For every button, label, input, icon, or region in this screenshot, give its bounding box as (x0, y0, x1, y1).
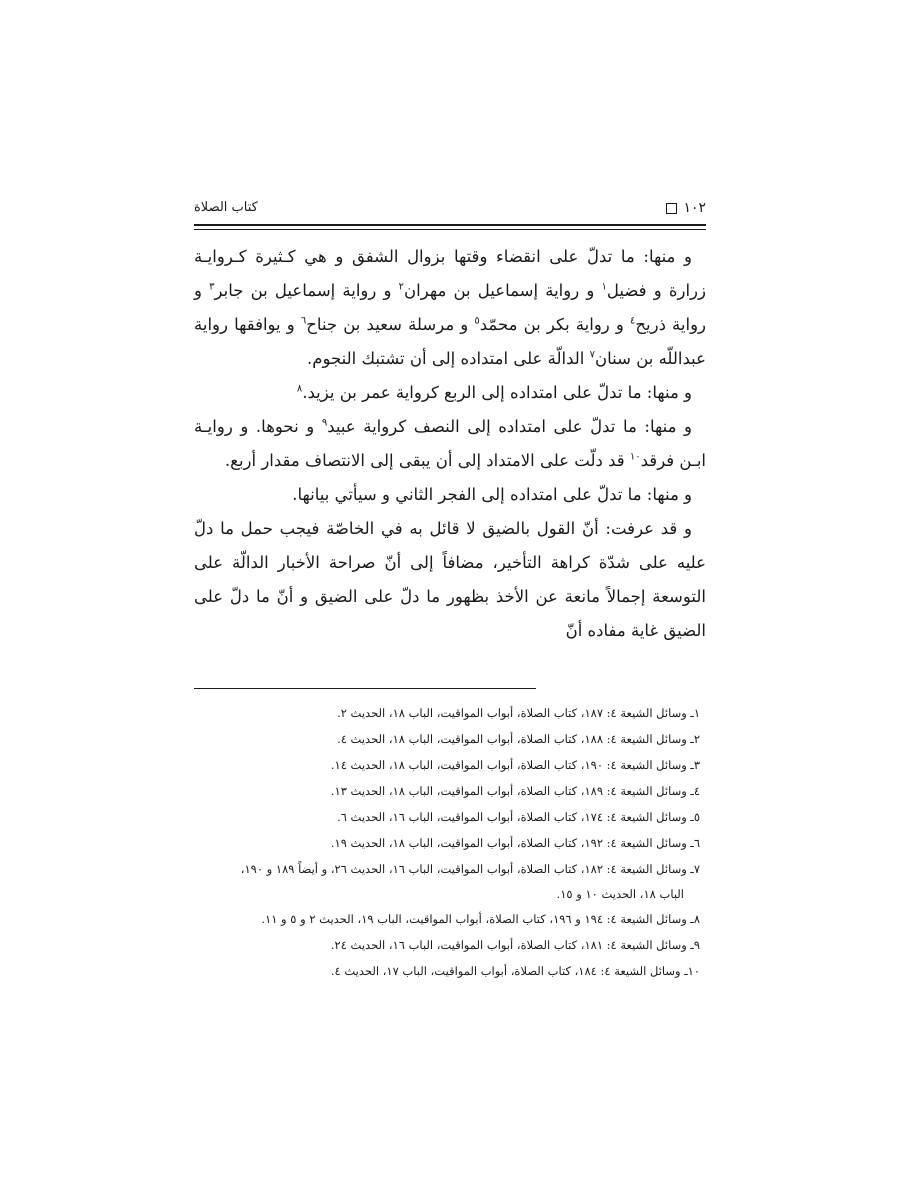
text-run: و يوافقها رواية عبداللّه بن سنان (194, 315, 706, 368)
footnote-item: ١ـ وسائل الشيعة ٤: ١٨٧، كتاب الصلاة، أبواب المواقيت، الباب ١٨، الحديث ٢. (337, 706, 700, 720)
page-number-block (666, 200, 706, 216)
footnote-ref[interactable]: ١ (601, 281, 607, 293)
footnote-item: ١٠ـ وسائل الشيعة ٤: ١٨٤، كتاب الصلاة، أبواب المواقيت، الباب ١٧، الحديث ٤. (330, 964, 700, 978)
text-run: و منها: ما تدلّ على امتداده إلى الربع كرواية عمر بن يزيد. (302, 383, 692, 402)
footnote-item: ٣ـ وسائل الشيعة ٤: ١٩٠، كتاب الصلاة، أبواب المواقيت، الباب ١٨، الحديث ١٤. (330, 758, 700, 772)
header-rule-thick (194, 224, 706, 226)
text-run: و رواية إسماعيل بن مهران (404, 281, 602, 300)
footnote-continuation: الباب ١٨، الحديث ١٠ و ١٥. (556, 887, 684, 901)
footnote-ref[interactable]: ٩ (321, 417, 328, 429)
text-run: و مرسلة سعيد بن جناح (306, 315, 475, 334)
footnote-separator (194, 688, 536, 689)
text-run: و منها: ما تدلّ على امتداده إلى النصف كرواية عبيد (327, 417, 692, 436)
footnote-item: ٥ـ وسائل الشيعة ٤: ١٧٤، كتاب الصلاة، أبواب المواقيت، الباب ١٦، الحديث ٦. (337, 810, 700, 824)
main-text (194, 240, 706, 648)
footnote-ref[interactable]: ٤ (629, 315, 636, 327)
text-run: الدالّة على امتداده إلى أن تشتبك النجوم. (307, 349, 590, 368)
running-title: كتاب الصلاة (194, 200, 258, 215)
footnote-ref[interactable]: ٢ (398, 281, 405, 293)
header-rule-thin (194, 229, 706, 230)
text-run: و رواية إسماعيل بن جابر (214, 281, 399, 300)
book-page (194, 190, 706, 1010)
page-header (194, 190, 706, 222)
text-run: قد دلّت على الامتداد إلى أن يبقى إلى الانتصاف مقدار أربع. (224, 451, 630, 470)
footnote-ref[interactable]: ٨ (296, 383, 303, 395)
footnote-ref[interactable]: ٣ (209, 281, 215, 293)
text-run: و رواية ذريح (194, 281, 707, 334)
paragraph-3 (194, 410, 706, 478)
footnotes-list (194, 700, 706, 984)
text-run: و نحوها. و روايـة ابـن فرقد (194, 417, 706, 470)
paragraph-2 (194, 376, 706, 410)
footnote-ref[interactable]: ٧ (589, 349, 595, 361)
footnote-item: ٩ـ وسائل الشيعة ٤: ١٨١، كتاب الصلاة، أبواب المواقيت، الباب ١٦، الحديث ٢٤. (330, 938, 700, 952)
footnote-item: ٤ـ وسائل الشيعة ٤: ١٨٩، كتاب الصلاة، أبواب المواقيت، الباب ١٨، الحديث ١٣. (330, 784, 700, 798)
paragraph-4: و منها: ما تدلّ على امتداده إلى الفجر الثاني و سيأتي بيانها. (292, 485, 692, 504)
page-number: ١٠٢ (683, 200, 706, 216)
footnote-item: ٨ـ وسائل الشيعة ٤: ١٩٤ و ١٩٦، كتاب الصلاة، أبواب المواقيت، الباب ١٩، الحديث ٢ و ٥ و ١١. (261, 912, 700, 926)
footnote-ref[interactable]: ٦ (300, 315, 307, 327)
paragraph-5: و قد عرفت: أنّ القول بالضيق لا قائل به في الخاصّة فيجب حمل ما دلّ عليه على شدّة كراهة التأخير، مضافاً إلى أنّ صراحة الأخبار الدالّة على التوسعة إجمالاً مانعة عن الأخذ بظهور ما دلّ على الضيق و أنّ ما دلّ على الضيق غاية مفاده أنّ (194, 519, 706, 640)
square-box-icon (666, 203, 677, 214)
text-run: و منها: ما تدلّ على انقضاء وقتها بزوال الشفق و هي كـثيرة كـروايـة زرارة و فضيل (194, 247, 706, 300)
footnote-ref[interactable]: ١٠ (629, 451, 641, 463)
footnote-item: ٢ـ وسائل الشيعة ٤: ١٨٨، كتاب الصلاة، أبواب المواقيت، الباب ١٨، الحديث ٤. (337, 732, 700, 746)
footnote-item: ٦ـ وسائل الشيعة ٤: ١٩٢، كتاب الصلاة، أبواب المواقيت، الباب ١٨، الحديث ١٩. (330, 836, 700, 850)
footnote-ref[interactable]: ٥ (474, 315, 480, 327)
paragraph-1 (194, 240, 706, 376)
footnote-item: ٧ـ وسائل الشيعة ٤: ١٨٢، كتاب الصلاة، أبواب المواقيت، الباب ١٦، الحديث ٢٦، و أيضاً ١٨٩ و ١٩٠، (240, 862, 700, 876)
text-run: و رواية بكر بن محمّد (479, 315, 630, 334)
